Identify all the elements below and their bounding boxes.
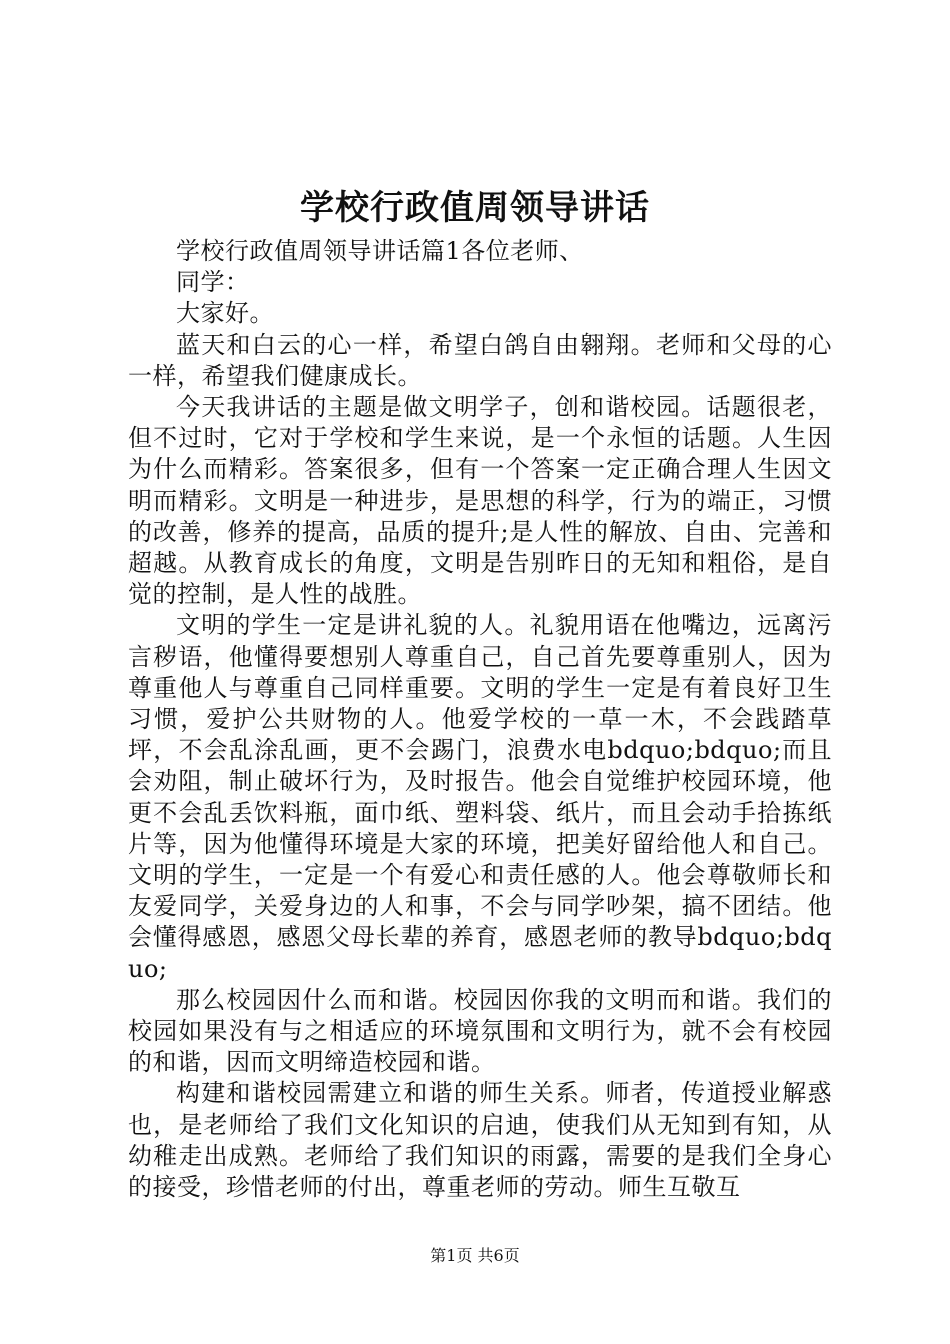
document-body xyxy=(128,236,832,1203)
paragraph-1: 学校行政值周领导讲话篇1各位老师、 xyxy=(176,237,584,265)
paragraph-4: 蓝天和白云的心一样，希望白鸽自由翱翔。老师和父母的心一样，希望我们健康成长。 xyxy=(128,330,832,390)
paragraph-2: 同学： xyxy=(176,268,250,297)
paragraph-7: 那么校园因什么而和谐。校园因你我的文明而和谐。我们的校园如果没有与之相适应的环境氛围和文明行为，就不会有校园的和谐，因而文明缔造校园和谐。 xyxy=(128,985,832,1077)
paragraph-5: 今天我讲话的主题是做文明学子，创和谐校园。话题很老，但不过时，它对于学校和学生来说，是一个永恒的话题。人生因为什么而精彩。答案很多，但有一个答案一定正确合理人生因文明而精彩。文明是一种进步，是思想的科学，行为的端正，习惯的改善，修养的提高，品质的提升;是人性的解放、自由、完善和超越。从教育成长的角度，文明是告别昨日的无知和粗俗，是自觉的控制，是人性的战胜。 xyxy=(128,393,832,609)
page-title: 学校行政值周领导讲话 xyxy=(300,188,650,228)
paragraph-6: 文明的学生一定是讲礼貌的人。礼貌用语在他嘴边，远离污言秽语，他懂得要想别人尊重自己，自己首先要尊重别人，因为尊重他人与尊重自己同样重要。文明的学生一定是有着良好卫生习惯，爱护公共财物的人。他爱学校的一草一木，不会践踏草坪，不会乱涂乱画，更不会踢门，浪费水电bdquo;bdquo;而且会劝阻，制止破坏行为，及时报告。他会自觉维护校园环境，他更不会乱丢饮料瓶，面巾纸、塑料袋、纸片，而且会动手拾拣纸片等，因为他懂得环境是大家的环境，把美好留给他人和自己。文明的学生，一定是一个有爱心和责任感的人。他会尊敬师长和友爱同学，关爱身边的人和事，不会与同学吵架，搞不团结。他会懂得感恩，感恩父母长辈的养育，感恩老师的教导bdquo;bdquo; xyxy=(128,611,832,983)
paragraph-3: 大家好。 xyxy=(176,299,274,328)
paragraph-8: 构建和谐校园需建立和谐的师生关系。师者，传道授业解惑也，是老师给了我们文化知识的启迪，使我们从无知到有知，从幼稚走出成熟。老师给了我们知识的雨露，需要的是我们全身心的接受，珍惜老师的付出，尊重老师的劳动。师生互敬互 xyxy=(128,1079,832,1202)
page-number-footer: 第1页 共6页 xyxy=(430,1246,520,1265)
